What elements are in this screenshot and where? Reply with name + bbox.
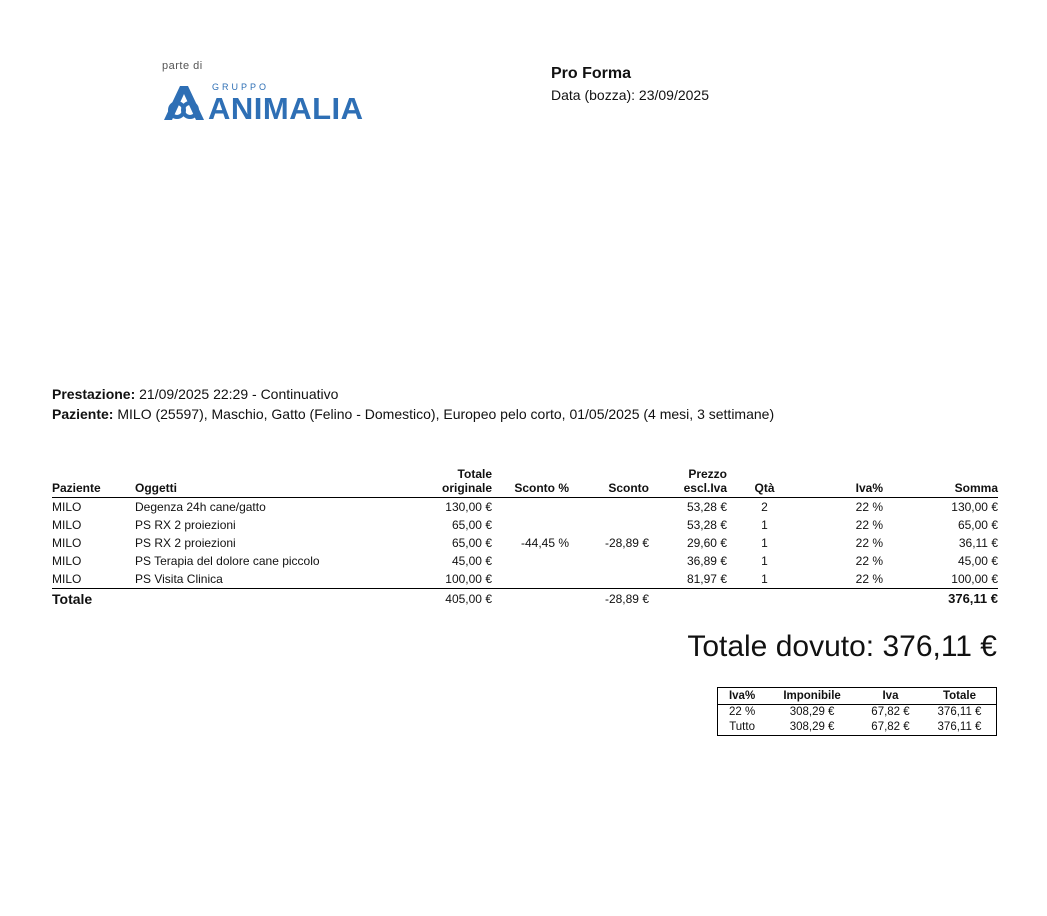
cell-oggetto: PS Visita Clinica (135, 572, 223, 586)
cell-somma: 45,00 € (957, 554, 998, 568)
cell-prezzo: 53,28 € (686, 518, 727, 532)
cell-qta: 1 (761, 518, 768, 532)
col-sconto-pct: Sconto % (492, 466, 569, 498)
items-header-row (52, 466, 998, 498)
document-title: Pro Forma (551, 65, 632, 82)
vat-summary-table (717, 687, 997, 736)
cell-totale: 130,00 € (445, 500, 492, 514)
table-row (52, 498, 998, 517)
table-row (52, 570, 998, 589)
cell-paziente: MILO (52, 500, 82, 514)
vat-cell-iva: Tutto (729, 721, 755, 733)
vat-cell-totale: 376,11 € (937, 721, 982, 733)
patient-info (52, 384, 774, 424)
total-empty (492, 589, 569, 609)
vat-cell-totale: 376,11 € (937, 706, 982, 718)
cell-somma: 130,00 € (951, 500, 998, 514)
cell-paziente: MILO (52, 572, 82, 586)
col-oggetti: Oggetti (135, 466, 395, 498)
cell-oggetto: PS RX 2 proiezioni (135, 518, 236, 532)
cell-sconto (569, 552, 649, 570)
total-label: Totale (52, 589, 135, 609)
logo-brand-name: ANIMALIA (208, 91, 364, 126)
cell-oggetto: PS RX 2 proiezioni (135, 536, 236, 550)
col-totale-originale: Totale originale (395, 466, 492, 498)
cell-paziente: MILO (52, 536, 82, 550)
vat-col-totale: Totale (923, 688, 997, 705)
cell-qta: 1 (761, 572, 768, 586)
cell-prezzo: 36,89 € (686, 554, 727, 568)
cell-qta: 2 (761, 500, 768, 514)
cell-sconto-pct (492, 498, 569, 517)
total-empty (649, 589, 727, 609)
col-qta: Qtà (727, 466, 802, 498)
col-prezzo: Prezzo escl.Iva (649, 466, 727, 498)
cell-sconto (569, 570, 649, 589)
prestazione-label: Prestazione: (52, 386, 136, 402)
col-paziente: Paziente (52, 466, 135, 498)
cell-sconto (569, 516, 649, 534)
cell-paziente: MILO (52, 518, 82, 532)
total-row (52, 589, 998, 609)
vat-cell-imponibile: 308,29 € (789, 721, 835, 733)
cell-totale: 65,00 € (451, 518, 492, 532)
company-logo (160, 60, 380, 130)
table-row (718, 705, 997, 721)
cell-sconto (569, 498, 649, 517)
total-originale: 405,00 € (395, 589, 492, 609)
cell-totale: 65,00 € (451, 536, 492, 550)
col-iva: Iva% (802, 466, 883, 498)
cell-iva: 22 % (855, 554, 883, 568)
total-empty (135, 589, 395, 609)
prestazione-line (52, 384, 774, 404)
document-header (551, 65, 709, 103)
col-sconto: Sconto (569, 466, 649, 498)
col-somma: Somma (883, 466, 998, 498)
vat-cell-iva-amount: 67,82 € (871, 706, 910, 718)
cell-qta: 1 (761, 536, 768, 550)
logo-subtext: parte di (162, 60, 203, 72)
table-row (52, 552, 998, 570)
cell-somma: 36,11 € (958, 536, 998, 550)
cell-sconto-pct: -44,45 % (520, 536, 569, 550)
vat-cell-iva: 22 % (728, 706, 756, 718)
document-date: Data (bozza): 23/09/2025 (551, 87, 709, 103)
cell-sconto: -28,89 € (604, 536, 649, 550)
amount-due: Totale dovuto: 376,11 € (687, 630, 997, 663)
cell-prezzo: 29,60 € (686, 536, 727, 550)
cell-prezzo: 81,97 € (686, 572, 727, 586)
cell-iva: 22 % (855, 500, 883, 514)
cell-sconto-pct (492, 552, 569, 570)
cell-totale: 45,00 € (451, 554, 492, 568)
animalia-logo-icon (160, 78, 206, 124)
cell-somma: 100,00 € (951, 572, 998, 586)
vat-cell-imponibile: 308,29 € (789, 706, 835, 718)
cell-iva: 22 % (855, 572, 883, 586)
cell-sconto-pct (492, 516, 569, 534)
vat-cell-iva-amount: 67,82 € (871, 721, 910, 733)
cell-qta: 1 (761, 554, 768, 568)
cell-totale: 100,00 € (445, 572, 492, 586)
vat-header-row (718, 688, 997, 705)
cell-oggetto: Degenza 24h cane/gatto (135, 500, 266, 514)
table-row (52, 516, 998, 534)
table-row (52, 534, 998, 552)
items-table (52, 466, 998, 608)
cell-somma: 65,00 € (957, 518, 998, 532)
cell-iva: 22 % (855, 518, 883, 532)
cell-oggetto: PS Terapia del dolore cane piccolo (135, 554, 320, 568)
paziente-value: MILO (25597), Maschio, Gatto (Felino - Domestico), Europeo pelo corto, 01/05/2025 (4 mesi, 3 settimane) (117, 406, 775, 422)
cell-paziente: MILO (52, 554, 82, 568)
total-somma: 376,11 € (883, 589, 998, 609)
total-empty (727, 589, 802, 609)
vat-col-iva: Iva% (718, 688, 767, 705)
prestazione-value: 21/09/2025 22:29 - Continuativo (139, 386, 339, 402)
logo-group-label: GRUPPO (212, 82, 270, 92)
cell-sconto-pct (492, 570, 569, 589)
vat-col-imponibile: Imponibile (766, 688, 858, 705)
cell-prezzo: 53,28 € (686, 500, 727, 514)
table-row (718, 720, 997, 736)
paziente-label: Paziente: (52, 406, 114, 422)
total-sconto: -28,89 € (569, 589, 649, 609)
cell-iva: 22 % (855, 536, 883, 550)
total-empty (802, 589, 883, 609)
paziente-line (52, 404, 774, 424)
vat-col-iva-amount: Iva (858, 688, 923, 705)
